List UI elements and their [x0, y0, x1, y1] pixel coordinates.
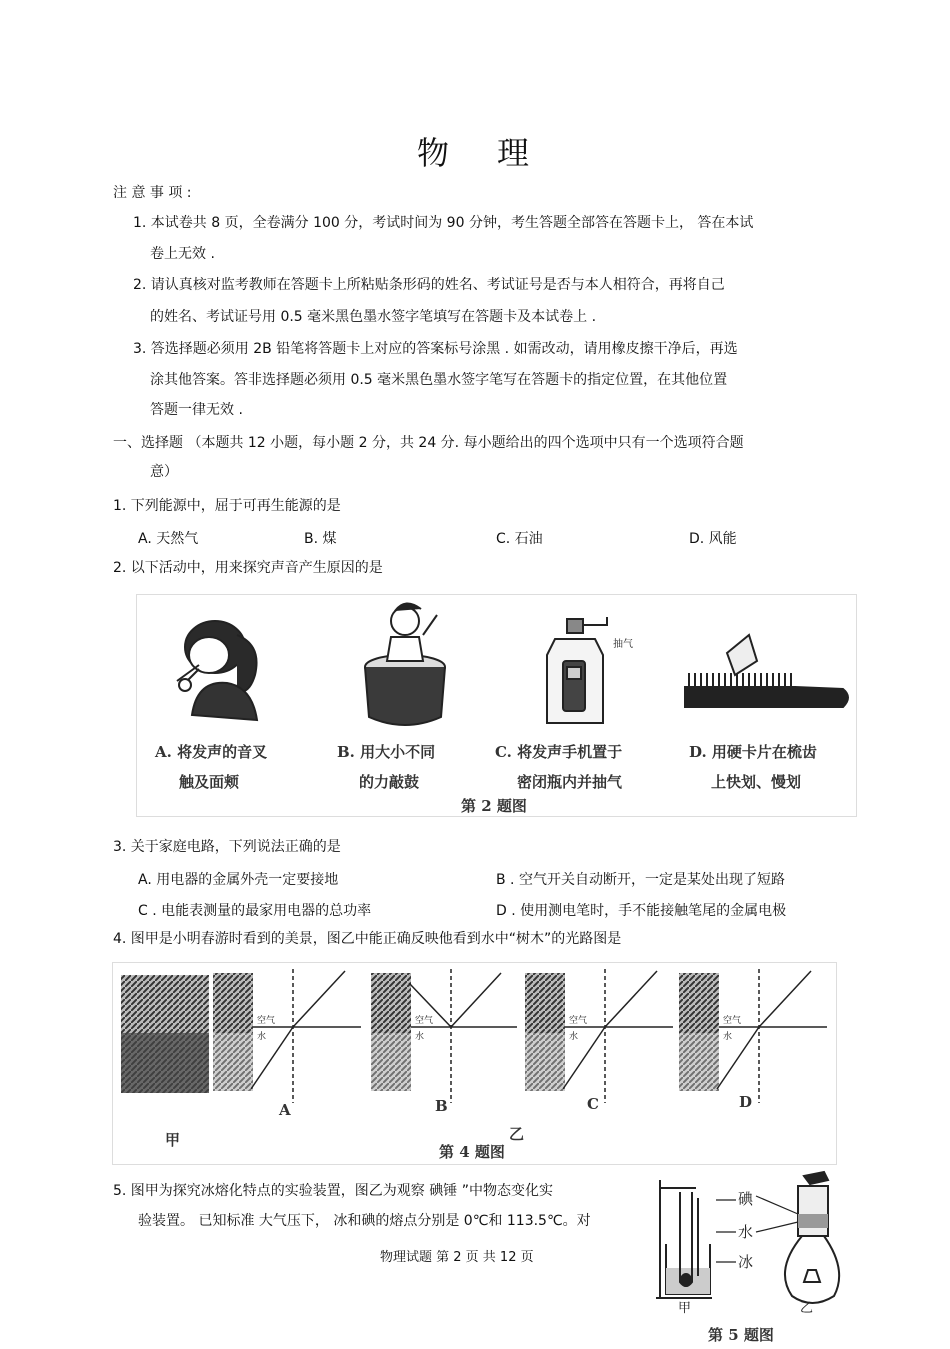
q2-panel-c-illustration: [547, 617, 607, 723]
q1-option-b: B. 煤: [304, 531, 337, 547]
q5-label-iodine: 碘: [738, 1190, 754, 1208]
q2-panel-a-line-2: 触及面颊: [179, 773, 240, 791]
q4-figure: [112, 962, 837, 1165]
q4-b-air-label: 空气: [415, 1016, 434, 1026]
q2-panel-c-line-1: C. 将发声手机置于: [495, 743, 623, 761]
q5-figure-caption: 第 5 题图: [708, 1326, 774, 1344]
title-char-2: 理: [497, 134, 534, 172]
q5-label-yi: 乙: [800, 1301, 814, 1316]
q4-label-jia: 甲: [165, 1131, 181, 1149]
q4-diagram-c: [525, 969, 673, 1103]
notice-item-3-line-2: 涂其他答案。答非选择题必须用 0.5 毫米黑色墨水签字笔写在答题卡的指定位置，在其他位置: [150, 372, 728, 388]
q3-option-c: C . 电能表测量的最家用电器的总功率: [138, 903, 372, 919]
q3-option-d: D . 使用测电笔时，手不能接触笔尾的金属电极: [496, 903, 787, 919]
q4-diagram-d: [679, 969, 827, 1103]
q4-b-water-label: 水: [415, 1032, 425, 1042]
q4-c-air-label: 空气: [569, 1016, 588, 1026]
notice-item-3-line-3: 答题一律无效 .: [150, 402, 243, 418]
q1-option-a: A. 天然气: [138, 531, 199, 547]
q2-panel-d-caption: [689, 737, 817, 797]
q4-d-water-label: 水: [723, 1032, 733, 1042]
q2-panel-b-illustration: [365, 603, 445, 725]
page-title: [0, 128, 950, 174]
q5-apparatus-yi: [785, 1172, 839, 1303]
q5-label-jia: 甲: [678, 1301, 692, 1316]
q2-panel-b-caption: [337, 737, 435, 797]
q2-pump-label: 抽气: [613, 639, 633, 650]
q3-option-b: B . 空气开关自动断开，一定是某处出现了短路: [496, 872, 785, 888]
notice-heading: 注 意 事 项 :: [113, 185, 192, 201]
q4-figure-art: [113, 963, 836, 1164]
q2-panel-a-line-1: A. 将发声的音叉: [155, 743, 268, 761]
notice-item-3-line-1: 3. 答选择题必须用 2B 铅笔将答题卡上对应的答案标号涂黑 . 如需改动，请用橡皮擦干净后，再选: [133, 341, 738, 357]
q4-label-b: B: [435, 1097, 448, 1115]
section-1-line-2: 意）: [150, 464, 178, 480]
q1-option-d: D. 风能: [689, 531, 737, 547]
q5-label-water: 水: [738, 1223, 754, 1241]
notice-item-1-line-1: 1. 本试卷共 8 页，全卷满分 100 分，考试时间为 90 分钟，考生答题全部答在答题卡上， 答在本试: [133, 215, 754, 231]
q4-d-air-label: 空气: [723, 1016, 742, 1026]
q5-figure-art: [652, 1170, 842, 1345]
q4-diagram-b: [371, 969, 517, 1103]
q4-figure-caption: 第 4 题图: [439, 1143, 505, 1161]
q3-option-a: A. 用电器的金属外壳一定要接地: [138, 872, 339, 888]
q4-a-water-label: 水: [257, 1032, 267, 1042]
title-char-1: 物: [416, 134, 453, 172]
q4-label-d: D: [739, 1093, 753, 1111]
q2-panel-a-caption: [155, 737, 267, 797]
q2-panel-d-illustration: [685, 635, 848, 707]
q2-stem: 2. 以下活动中，用来探究声音产生原因的是: [113, 560, 383, 576]
q5-figure: [652, 1170, 842, 1345]
notice-item-2-line-1: 2. 请认真核对监考教师在答题卡上所粘贴条形码的姓名、考试证号是否与本人相符合，再将自己: [133, 277, 725, 293]
q2-panel-b-line-1: B. 用大小不同: [337, 743, 436, 761]
q4-a-air-label: 空气: [257, 1016, 276, 1026]
q2-panel-b-line-2: 的力敲鼓: [359, 773, 420, 791]
q5-line-1: 5. 图甲为探究冰熔化特点的实验装置，图乙为观察 碘锤 ”中物态变化实: [113, 1183, 553, 1199]
notice-item-2-line-2: 的姓名、考试证号用 0.5 毫米黑色墨水签字笔填写在答题卡及本试卷上 .: [150, 309, 597, 325]
q3-stem: 3. 关于家庭电路，下列说法正确的是: [113, 839, 341, 855]
q2-panel-d-line-1: D. 用硬卡片在梳齿: [689, 743, 817, 761]
q4-diagram-a: [213, 969, 361, 1103]
q4-stem: 4. 图甲是小明春游时看到的美景，图乙中能正确反映他看到水中“树木”的光路图是: [113, 931, 622, 947]
page-footer: 物理试题 第 2 页 共 12 页: [380, 1250, 534, 1265]
q4-c-water-label: 水: [569, 1032, 579, 1042]
q4-label-c: C: [587, 1095, 599, 1113]
q1-option-c: C. 石油: [496, 531, 543, 547]
q2-figure-caption: 第 2 题图: [461, 797, 527, 815]
section-1-line-1: 一、选择题 （本题共 12 小题，每小题 2 分，共 24 分. 每小题给出的四个选项中只有一个选项符合题: [113, 435, 744, 451]
q2-panel-c-line-2: 密闭瓶内并抽气: [517, 773, 623, 791]
q5-line-2: 验装置。 已知标准 大气压下， 冰和碘的熔点分别是 0℃和 113.5℃。对: [138, 1213, 591, 1229]
q2-panel-d-line-2: 上快划、慢划: [711, 773, 802, 791]
q5-label-ice: 冰: [738, 1253, 754, 1271]
q4-label-yi: 乙: [509, 1125, 525, 1143]
q2-figure: [136, 594, 857, 817]
q5-apparatus-jia: [656, 1180, 712, 1298]
q1-stem: 1. 下列能源中，屈于可再生能源的是: [113, 498, 341, 514]
q2-panel-a-illustration: [177, 621, 257, 720]
q2-panel-c-caption: [495, 737, 622, 797]
q4-label-a: A: [279, 1101, 291, 1119]
notice-item-1-line-2: 卷上无效 .: [150, 246, 215, 262]
